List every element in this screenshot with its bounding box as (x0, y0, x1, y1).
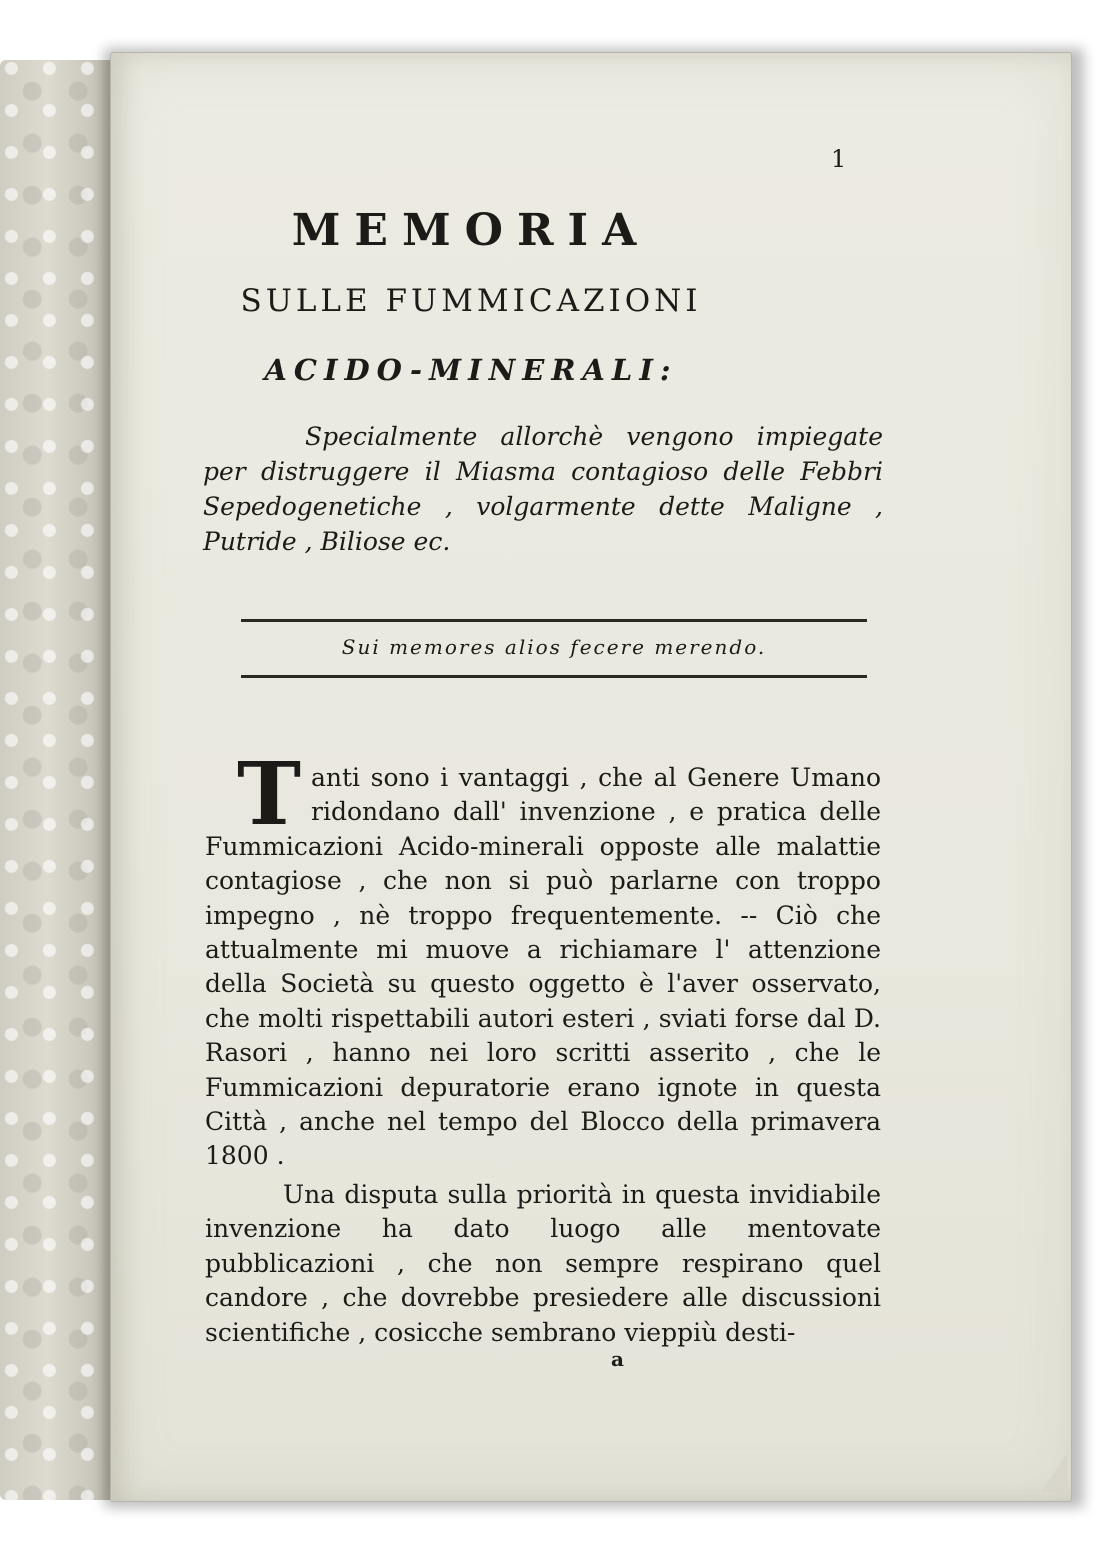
epigraph: Sui memores alios fecere merendo. (341, 635, 767, 659)
divider-bottom (241, 675, 867, 678)
page-number: 1 (831, 145, 847, 173)
paragraph-2: Una disputa sulla priorità in questa invidiabile invenzione ha dato luogo alle mentovate pubblicazioni , che non sempre respirano quel candore , che dovrebbe presiedere alle discussioni scientifiche , cosicche sembrano vieppiù desti- (205, 1179, 881, 1347)
page-corner-fold (1041, 1453, 1067, 1493)
signature-mark: a (611, 1347, 624, 1371)
title-description: Specialmente allorchè vengono impiegate per distruggere il Miasma contagioso delle Febbri Sepedogenetiche , volgarmente dette Maligne , Putride , Biliose ec. (203, 422, 883, 556)
page-subtitle-secondary: ACIDO-MINERALI: (264, 353, 678, 387)
page-title: MEMORIA (291, 205, 651, 256)
divider-top (241, 619, 867, 622)
paragraph-1-text: anti sono i vantaggi , che al Genere Umano ridondano dall' invenzione , e pratica delle Fummicazioni Acido-minerali opposte alle malattie contagiose , che non si può parlarne con troppo impegno , nè troppo frequentemente. -- Ciò che attualmente mi muove a richiamare l' attenzione della Società su questo oggetto è l'aver osservato, che molti rispettabili autori esteri , sviati forse dal D. Rasori , hanno nei loro scritti asserito , che le Fummicazioni depuratorie erano ignote in questa Città , anche nel tempo del Blocco della primavera 1800 . (205, 763, 881, 1171)
book-page (110, 52, 1072, 1502)
body-text (205, 744, 881, 1350)
paragraph-1 (205, 744, 881, 1174)
marbled-endpaper (0, 60, 118, 1500)
drop-cap: T (237, 744, 301, 845)
page-subtitle: SULLE FUMMICAZIONI (240, 283, 702, 319)
